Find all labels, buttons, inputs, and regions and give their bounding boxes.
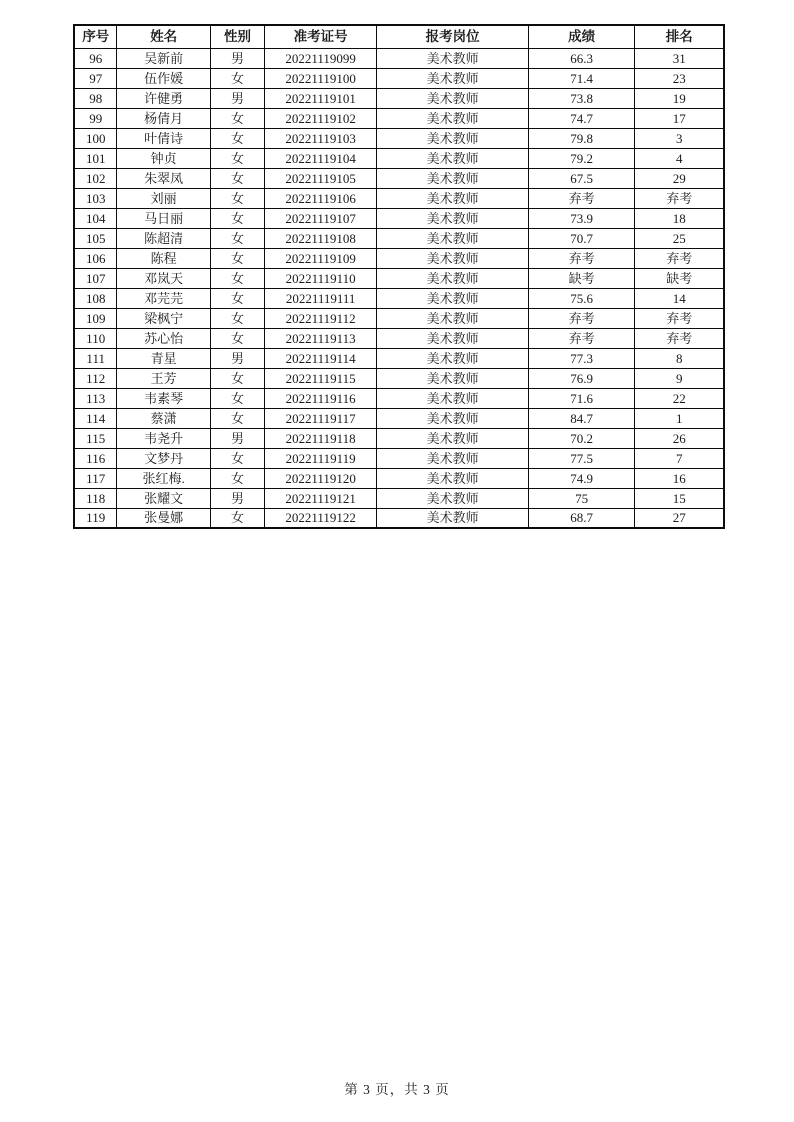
table-row <box>74 508 724 528</box>
table-cell: 钟贞 <box>117 148 211 168</box>
table-cell: 68.7 <box>528 508 635 528</box>
table-cell: 29 <box>635 168 724 188</box>
table-cell: 张曼娜 <box>117 508 211 528</box>
table-cell: 美术教师 <box>377 228 528 248</box>
table-cell: 20221119104 <box>264 148 376 168</box>
table-cell: 20221119112 <box>264 308 376 328</box>
table-row <box>74 68 724 88</box>
table-cell: 20221119121 <box>264 488 376 508</box>
table-cell: 女 <box>210 508 264 528</box>
table-cell: 20221119099 <box>264 48 376 68</box>
table-row <box>74 128 724 148</box>
table-cell: 102 <box>74 168 117 188</box>
table-cell: 美术教师 <box>377 208 528 228</box>
table-cell: 71.6 <box>528 388 635 408</box>
table-cell: 男 <box>210 48 264 68</box>
table-cell: 王芳 <box>117 368 211 388</box>
table-cell: 77.5 <box>528 448 635 468</box>
table-cell: 美术教师 <box>377 368 528 388</box>
table-cell: 美术教师 <box>377 468 528 488</box>
table-cell: 116 <box>74 448 117 468</box>
table-cell: 美术教师 <box>377 188 528 208</box>
column-header: 序号 <box>74 25 117 48</box>
table-cell: 20221119100 <box>264 68 376 88</box>
table-cell: 美术教师 <box>377 148 528 168</box>
table-cell: 美术教师 <box>377 268 528 288</box>
table-header <box>74 25 724 48</box>
table-cell: 美术教师 <box>377 308 528 328</box>
table-cell: 20221119102 <box>264 108 376 128</box>
table-cell: 女 <box>210 388 264 408</box>
table-cell: 美术教师 <box>377 128 528 148</box>
column-header: 排名 <box>635 25 724 48</box>
table-cell: 84.7 <box>528 408 635 428</box>
table-cell: 26 <box>635 428 724 448</box>
column-header: 准考证号 <box>264 25 376 48</box>
table-cell: 66.3 <box>528 48 635 68</box>
table-cell: 女 <box>210 448 264 468</box>
table-cell: 1 <box>635 408 724 428</box>
table-cell: 弃考 <box>528 308 635 328</box>
table-cell: 109 <box>74 308 117 328</box>
table-cell: 104 <box>74 208 117 228</box>
table-cell: 女 <box>210 148 264 168</box>
table-cell: 97 <box>74 68 117 88</box>
table-cell: 美术教师 <box>377 428 528 448</box>
table-row <box>74 328 724 348</box>
table-cell: 弃考 <box>635 188 724 208</box>
table-cell: 女 <box>210 108 264 128</box>
table-cell: 张耀文 <box>117 488 211 508</box>
table-cell: 20221119116 <box>264 388 376 408</box>
table-cell: 女 <box>210 308 264 328</box>
table-cell: 男 <box>210 88 264 108</box>
table-cell: 缺考 <box>528 268 635 288</box>
exam-score-table <box>73 24 725 529</box>
table-cell: 许健勇 <box>117 88 211 108</box>
column-header: 成绩 <box>528 25 635 48</box>
table-cell: 女 <box>210 468 264 488</box>
table-cell: 22 <box>635 388 724 408</box>
table-cell: 119 <box>74 508 117 528</box>
table-cell: 女 <box>210 288 264 308</box>
table-cell: 20221119106 <box>264 188 376 208</box>
table-cell: 女 <box>210 268 264 288</box>
table-cell: 美术教师 <box>377 68 528 88</box>
table-cell: 20221119101 <box>264 88 376 108</box>
table-cell: 23 <box>635 68 724 88</box>
table-cell: 美术教师 <box>377 508 528 528</box>
table-cell: 115 <box>74 428 117 448</box>
table-cell: 67.5 <box>528 168 635 188</box>
table-cell: 16 <box>635 468 724 488</box>
table-row <box>74 108 724 128</box>
table-cell: 74.9 <box>528 468 635 488</box>
column-header: 姓名 <box>117 25 211 48</box>
table-cell: 103 <box>74 188 117 208</box>
table-cell: 76.9 <box>528 368 635 388</box>
table-cell: 31 <box>635 48 724 68</box>
table-cell: 美术教师 <box>377 448 528 468</box>
table-cell: 7 <box>635 448 724 468</box>
table-cell: 14 <box>635 288 724 308</box>
table-cell: 79.2 <box>528 148 635 168</box>
table-cell: 杨倩月 <box>117 108 211 128</box>
table-row <box>74 308 724 328</box>
table-cell: 20221119113 <box>264 328 376 348</box>
table-row <box>74 388 724 408</box>
table-cell: 美术教师 <box>377 328 528 348</box>
table-row <box>74 88 724 108</box>
table-cell: 20221119111 <box>264 288 376 308</box>
table-cell: 20221119120 <box>264 468 376 488</box>
table-cell: 女 <box>210 168 264 188</box>
table-cell: 99 <box>74 108 117 128</box>
table-cell: 美术教师 <box>377 88 528 108</box>
table-cell: 女 <box>210 228 264 248</box>
table-cell: 20221119114 <box>264 348 376 368</box>
table-cell: 女 <box>210 248 264 268</box>
table-cell: 107 <box>74 268 117 288</box>
column-header: 性别 <box>210 25 264 48</box>
table-row <box>74 228 724 248</box>
table-cell: 112 <box>74 368 117 388</box>
table-cell: 女 <box>210 128 264 148</box>
table-cell: 美术教师 <box>377 408 528 428</box>
table-cell: 男 <box>210 348 264 368</box>
table-cell: 张红梅. <box>117 468 211 488</box>
table-cell: 缺考 <box>635 268 724 288</box>
table-cell: 117 <box>74 468 117 488</box>
table-cell: 20221119107 <box>264 208 376 228</box>
table-cell: 9 <box>635 368 724 388</box>
table-cell: 20221119105 <box>264 168 376 188</box>
table-cell: 20221119122 <box>264 508 376 528</box>
table-cell: 美术教师 <box>377 348 528 368</box>
table-cell: 71.4 <box>528 68 635 88</box>
table-cell: 75 <box>528 488 635 508</box>
table-cell: 15 <box>635 488 724 508</box>
table-cell: 20221119118 <box>264 428 376 448</box>
table-cell: 111 <box>74 348 117 368</box>
table-cell: 20221119117 <box>264 408 376 428</box>
table-cell: 吴新前 <box>117 48 211 68</box>
table-cell: 叶倩诗 <box>117 128 211 148</box>
table-cell: 79.8 <box>528 128 635 148</box>
table-cell: 韦尧升 <box>117 428 211 448</box>
table-cell: 女 <box>210 328 264 348</box>
table-cell: 弃考 <box>528 188 635 208</box>
table-cell: 20221119119 <box>264 448 376 468</box>
table-cell: 75.6 <box>528 288 635 308</box>
table-cell: 美术教师 <box>377 288 528 308</box>
table-row <box>74 208 724 228</box>
table-cell: 8 <box>635 348 724 368</box>
table-cell: 弃考 <box>635 308 724 328</box>
table-cell: 105 <box>74 228 117 248</box>
table-row <box>74 488 724 508</box>
table-cell: 108 <box>74 288 117 308</box>
table-cell: 女 <box>210 188 264 208</box>
table-cell: 女 <box>210 368 264 388</box>
table-cell: 美术教师 <box>377 248 528 268</box>
table-cell: 女 <box>210 408 264 428</box>
table-cell: 20221119103 <box>264 128 376 148</box>
table-row <box>74 168 724 188</box>
table-cell: 20221119115 <box>264 368 376 388</box>
table-cell: 梁枫宁 <box>117 308 211 328</box>
table-cell: 27 <box>635 508 724 528</box>
table-cell: 25 <box>635 228 724 248</box>
table-cell: 美术教师 <box>377 48 528 68</box>
table-cell: 19 <box>635 88 724 108</box>
table-row <box>74 368 724 388</box>
table-cell: 114 <box>74 408 117 428</box>
table-cell: 20221119109 <box>264 248 376 268</box>
table-cell: 青星 <box>117 348 211 368</box>
table-cell: 马日丽 <box>117 208 211 228</box>
table-row <box>74 148 724 168</box>
table-cell: 男 <box>210 488 264 508</box>
table-row <box>74 48 724 68</box>
table-cell: 110 <box>74 328 117 348</box>
table-cell: 73.8 <box>528 88 635 108</box>
table-cell: 98 <box>74 88 117 108</box>
table-cell: 74.7 <box>528 108 635 128</box>
table-cell: 弃考 <box>635 248 724 268</box>
table-cell: 弃考 <box>528 248 635 268</box>
table-cell: 20221119108 <box>264 228 376 248</box>
table-row <box>74 428 724 448</box>
table-cell: 陈超清 <box>117 228 211 248</box>
table-row <box>74 188 724 208</box>
table-cell: 邓岚天 <box>117 268 211 288</box>
table-body <box>74 48 724 528</box>
table-row <box>74 248 724 268</box>
table-row <box>74 268 724 288</box>
table-cell: 韦素琴 <box>117 388 211 408</box>
table-cell: 蔡潇 <box>117 408 211 428</box>
page-number-indicator: 第 3 页，共 3 页 <box>344 1082 450 1097</box>
table-cell: 20221119110 <box>264 268 376 288</box>
table-cell: 96 <box>74 48 117 68</box>
table-cell: 106 <box>74 248 117 268</box>
table-cell: 美术教师 <box>377 388 528 408</box>
table-cell: 男 <box>210 428 264 448</box>
table-row <box>74 288 724 308</box>
table-row <box>74 448 724 468</box>
table-cell: 18 <box>635 208 724 228</box>
table-header-row <box>74 25 724 48</box>
table-cell: 弃考 <box>635 328 724 348</box>
table-cell: 弃考 <box>528 328 635 348</box>
table-cell: 陈程 <box>117 248 211 268</box>
table-cell: 苏心怡 <box>117 328 211 348</box>
table-cell: 70.2 <box>528 428 635 448</box>
table-cell: 100 <box>74 128 117 148</box>
table-cell: 118 <box>74 488 117 508</box>
table-cell: 17 <box>635 108 724 128</box>
table-row <box>74 348 724 368</box>
table-cell: 邓芫芫 <box>117 288 211 308</box>
table-cell: 刘丽 <box>117 188 211 208</box>
table-cell: 美术教师 <box>377 488 528 508</box>
table-cell: 文梦丹 <box>117 448 211 468</box>
table-cell: 77.3 <box>528 348 635 368</box>
table-cell: 美术教师 <box>377 108 528 128</box>
table-cell: 女 <box>210 68 264 88</box>
table-row <box>74 408 724 428</box>
table-cell: 3 <box>635 128 724 148</box>
table-cell: 美术教师 <box>377 168 528 188</box>
table-cell: 101 <box>74 148 117 168</box>
table-cell: 女 <box>210 208 264 228</box>
table-cell: 70.7 <box>528 228 635 248</box>
table-cell: 113 <box>74 388 117 408</box>
table-cell: 朱翠凤 <box>117 168 211 188</box>
table-cell: 伍作媛 <box>117 68 211 88</box>
table-row <box>74 468 724 488</box>
table-cell: 4 <box>635 148 724 168</box>
column-header: 报考岗位 <box>377 25 528 48</box>
table-cell: 73.9 <box>528 208 635 228</box>
